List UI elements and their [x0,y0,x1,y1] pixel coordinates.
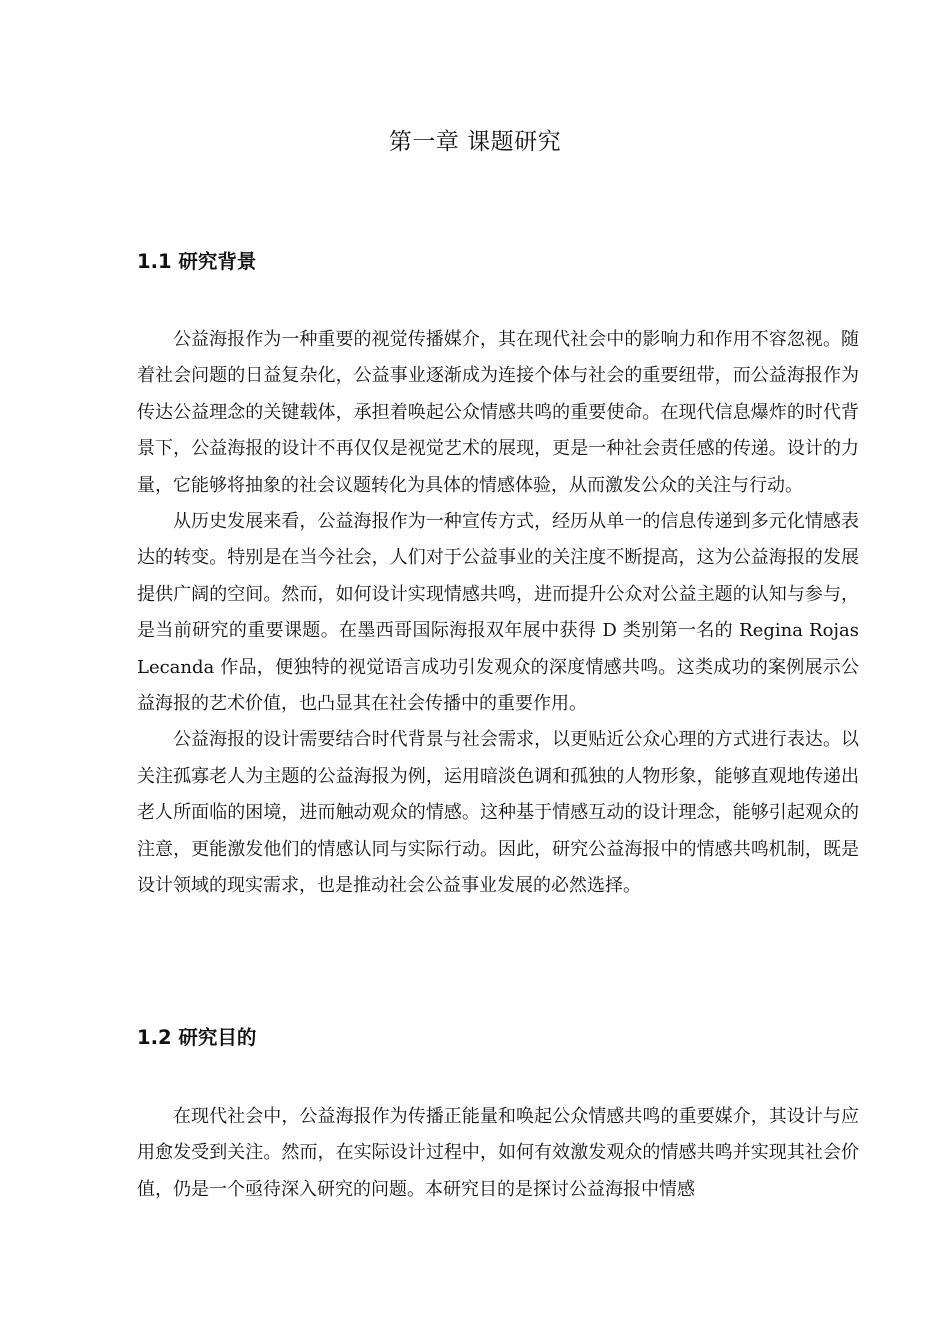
chapter-title: 第一章 课题研究 [388,129,562,155]
section-body-purpose [137,1099,859,1208]
section-heading-purpose: 1.2 研究目的 [137,1026,257,1049]
section-heading-background: 1.1 研究背景 [137,250,257,273]
section-body-background [137,322,859,905]
paragraph: 在现代社会中，公益海报作为传播正能量和唤起公众情感共鸣的重要媒介，其设计与应用愈发受到关注。然而，在实际设计过程中，如何有效激发观众的情感共鸣并实现其社会价值，仍是一个亟待深入研究的问题。本研究目的是探讨公益海报中情感 [137,1106,859,1200]
paragraph: 公益海报作为一种重要的视觉传播媒介，其在现代社会中的影响力和作用不容忽视。随着社会问题的日益复杂化，公益事业逐渐成为连接个体与社会的重要纽带，而公益海报作为传达公益理念的关键载体，承担着唤起公众情感共鸣的重要使命。在现代信息爆炸的时代背景下，公益海报的设计不再仅仅是视觉艺术的展现，更是一种社会责任感的传递。设计的力量，它能够将抽象的社会议题转化为具体的情感体验，从而激发公众的关注与行动。 [137,329,859,496]
paragraph: 从历史发展来看，公益海报作为一种宣传方式，经历从单一的信息传递到多元化情感表达的转变。特别是在当今社会，人们对于公益事业的关注度不断提高，这为公益海报的发展提供广阔的空间。然而，如何设计实现情感共鸣，进而提升公众对公益主题的认知与参与，是当前研究的重要课题。在墨西哥国际海报双年展中获得 D 类别第一名的 Regina Rojas Lecanda 作品，便独特的视觉语言成功引发观众的深度情感共鸣。这类成功的案例展示公益海报的艺术价值，也凸显其在社会传播中的重要作用。 [137,511,859,715]
paragraph: 公益海报的设计需要结合时代背景与社会需求，以更贴近公众心理的方式进行表达。以关注孤寡老人为主题的公益海报为例，运用暗淡色调和孤独的人物形象，能够直观地传递出老人所面临的困境，进而触动观众的情感。这种基于情感互动的设计理念，能够引起观众的注意，更能激发他们的情感认同与实际行动。因此，研究公益海报中的情感共鸣机制，既是设计领域的现实需求，也是推动社会公益事业发展的必然选择。 [137,729,859,897]
